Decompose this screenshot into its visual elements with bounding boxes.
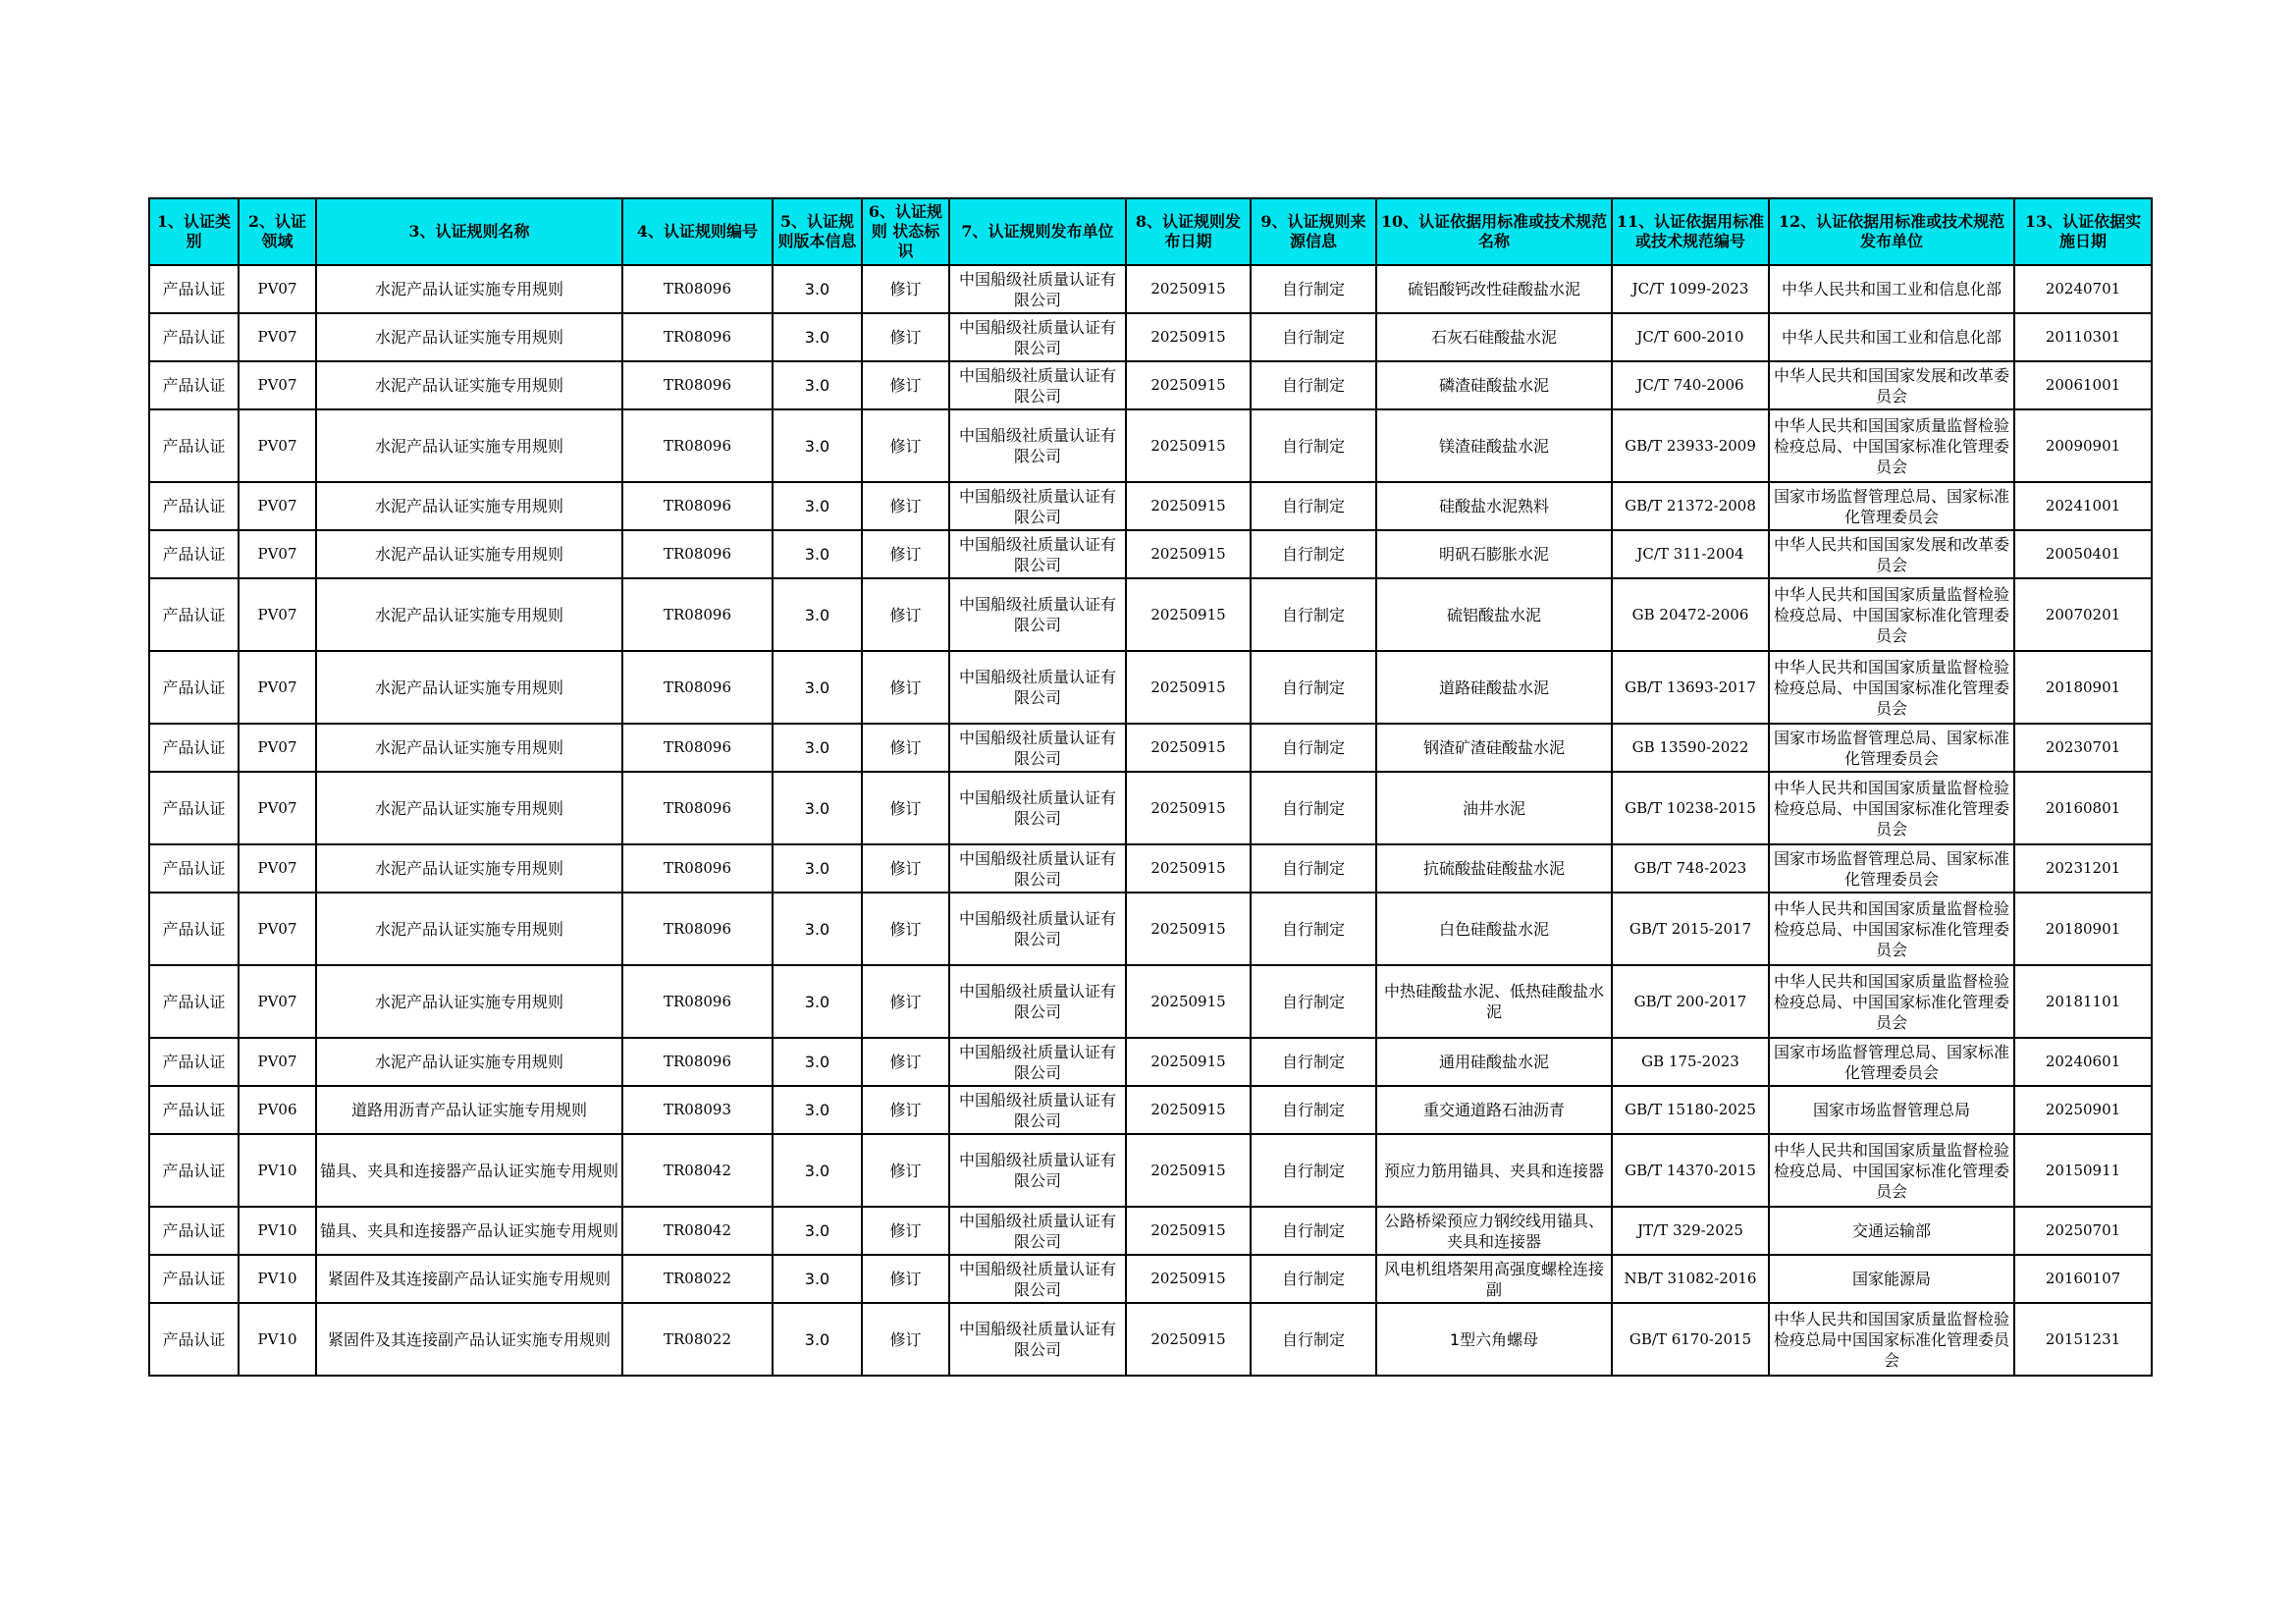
cell-rule-status: 修订	[862, 965, 949, 1038]
cell-standard-name: 硫铝酸盐水泥	[1376, 578, 1612, 651]
cell-effective-date: 20061001	[2014, 361, 2152, 409]
cell-rule-status: 修订	[862, 530, 949, 578]
table-row	[149, 530, 2152, 578]
cell-rule-version: 3.0	[773, 482, 862, 530]
cell-rule-name: 水泥产品认证实施专用规则	[316, 844, 622, 893]
cell-rule-number: TR08096	[622, 893, 773, 965]
cell-rule-number: TR08093	[622, 1086, 773, 1134]
cell-standard-name: 1型六角螺母	[1376, 1303, 1612, 1376]
cell-effective-date: 20181101	[2014, 965, 2152, 1038]
cell-cert-field: PV07	[239, 409, 316, 482]
cell-cert-type: 产品认证	[149, 1038, 239, 1086]
cell-standard-name: 中热硅酸盐水泥、低热硅酸盐水泥	[1376, 965, 1612, 1038]
cell-effective-date: 20160107	[2014, 1255, 2152, 1303]
cell-standard-number: GB/T 21372-2008	[1612, 482, 1769, 530]
cell-cert-field: PV07	[239, 313, 316, 361]
cell-standard-issuer: 中华人民共和国国家发展和改革委员会	[1769, 361, 2014, 409]
cell-rule-name: 水泥产品认证实施专用规则	[316, 409, 622, 482]
cell-cert-field: PV07	[239, 482, 316, 530]
cell-source-info: 自行制定	[1251, 772, 1376, 844]
cell-rule-name: 紧固件及其连接副产品认证实施专用规则	[316, 1303, 622, 1376]
cell-cert-field: PV07	[239, 965, 316, 1038]
cell-rule-name: 水泥产品认证实施专用规则	[316, 313, 622, 361]
cell-rule-version: 3.0	[773, 1303, 862, 1376]
cell-effective-date: 20180901	[2014, 893, 2152, 965]
cell-rule-status: 修订	[862, 1134, 949, 1207]
cell-standard-number: GB/T 10238-2015	[1612, 772, 1769, 844]
cell-effective-date: 20240701	[2014, 265, 2152, 313]
table-row	[149, 1303, 2152, 1376]
header-standard-issuer: 12、认证依据用标准或技术规范发布单位	[1769, 198, 2014, 265]
cell-rule-number: TR08042	[622, 1207, 773, 1255]
cell-issue-date: 20250915	[1126, 482, 1251, 530]
cell-cert-type: 产品认证	[149, 844, 239, 893]
cell-cert-type: 产品认证	[149, 1303, 239, 1376]
cell-issue-date: 20250915	[1126, 1038, 1251, 1086]
table-row	[149, 313, 2152, 361]
header-source-info: 9、认证规则来源信息	[1251, 198, 1376, 265]
cell-effective-date: 20150911	[2014, 1134, 2152, 1207]
cell-rule-status: 修订	[862, 482, 949, 530]
cell-issuer: 中国船级社质量认证有限公司	[949, 724, 1126, 772]
table-row	[149, 1038, 2152, 1086]
table-row	[149, 1207, 2152, 1255]
cell-rule-version: 3.0	[773, 724, 862, 772]
cell-rule-version: 3.0	[773, 265, 862, 313]
cell-rule-status: 修订	[862, 361, 949, 409]
cell-rule-version: 3.0	[773, 1255, 862, 1303]
cell-cert-field: PV10	[239, 1207, 316, 1255]
cell-standard-issuer: 中华人民共和国国家质量监督检验检疫总局、中国国家标准化管理委员会	[1769, 772, 2014, 844]
cell-rule-status: 修订	[862, 1207, 949, 1255]
cell-standard-issuer: 中华人民共和国国家质量监督检验检疫总局、中国国家标准化管理委员会	[1769, 965, 2014, 1038]
cell-rule-status: 修订	[862, 1255, 949, 1303]
cell-rule-number: TR08022	[622, 1255, 773, 1303]
cell-issue-date: 20250915	[1126, 651, 1251, 724]
cell-cert-field: PV10	[239, 1255, 316, 1303]
cell-cert-type: 产品认证	[149, 965, 239, 1038]
cell-cert-type: 产品认证	[149, 265, 239, 313]
cell-standard-number: NB/T 31082-2016	[1612, 1255, 1769, 1303]
cell-standard-name: 硫铝酸钙改性硅酸盐水泥	[1376, 265, 1612, 313]
header-effective-date: 13、认证依据实施日期	[2014, 198, 2152, 265]
cell-effective-date: 20050401	[2014, 530, 2152, 578]
cell-standard-name: 硅酸盐水泥熟料	[1376, 482, 1612, 530]
cell-effective-date: 20090901	[2014, 409, 2152, 482]
cell-issue-date: 20250915	[1126, 1255, 1251, 1303]
cell-rule-name: 紧固件及其连接副产品认证实施专用规则	[316, 1255, 622, 1303]
table-row	[149, 482, 2152, 530]
cell-cert-type: 产品认证	[149, 313, 239, 361]
cell-standard-number: GB/T 200-2017	[1612, 965, 1769, 1038]
cell-rule-name: 水泥产品认证实施专用规则	[316, 724, 622, 772]
cell-standard-issuer: 中华人民共和国国家质量监督检验检疫总局、中国国家标准化管理委员会	[1769, 1134, 2014, 1207]
certification-rules-table	[148, 197, 2153, 1377]
cell-standard-issuer: 中华人民共和国国家质量监督检验检疫总局中国国家标准化管理委员会	[1769, 1303, 2014, 1376]
cell-cert-type: 产品认证	[149, 409, 239, 482]
cell-rule-name: 水泥产品认证实施专用规则	[316, 482, 622, 530]
cell-effective-date: 20230701	[2014, 724, 2152, 772]
cell-rule-status: 修订	[862, 1038, 949, 1086]
table-row	[149, 651, 2152, 724]
cell-cert-field: PV07	[239, 265, 316, 313]
cell-source-info: 自行制定	[1251, 893, 1376, 965]
cell-standard-number: GB 13590-2022	[1612, 724, 1769, 772]
cell-source-info: 自行制定	[1251, 313, 1376, 361]
cell-issuer: 中国船级社质量认证有限公司	[949, 844, 1126, 893]
cell-effective-date: 20070201	[2014, 578, 2152, 651]
cell-rule-version: 3.0	[773, 361, 862, 409]
cell-rule-version: 3.0	[773, 313, 862, 361]
cell-issuer: 中国船级社质量认证有限公司	[949, 1303, 1126, 1376]
cell-cert-field: PV07	[239, 651, 316, 724]
cell-cert-type: 产品认证	[149, 530, 239, 578]
cell-rule-status: 修订	[862, 893, 949, 965]
cell-source-info: 自行制定	[1251, 482, 1376, 530]
cell-cert-field: PV07	[239, 1038, 316, 1086]
cell-source-info: 自行制定	[1251, 409, 1376, 482]
cell-cert-field: PV07	[239, 893, 316, 965]
cell-issuer: 中国船级社质量认证有限公司	[949, 482, 1126, 530]
cell-issuer: 中国船级社质量认证有限公司	[949, 530, 1126, 578]
cell-standard-issuer: 中华人民共和国国家质量监督检验检疫总局、中国国家标准化管理委员会	[1769, 651, 2014, 724]
cell-rule-number: TR08022	[622, 1303, 773, 1376]
cell-cert-field: PV07	[239, 361, 316, 409]
table-row	[149, 409, 2152, 482]
header-cert-field: 2、认证领域	[239, 198, 316, 265]
cell-rule-status: 修订	[862, 844, 949, 893]
cell-rule-version: 3.0	[773, 578, 862, 651]
cell-rule-number: TR08042	[622, 1134, 773, 1207]
cell-standard-name: 道路硅酸盐水泥	[1376, 651, 1612, 724]
cell-standard-number: JC/T 1099-2023	[1612, 265, 1769, 313]
cell-rule-number: TR08096	[622, 578, 773, 651]
cell-issue-date: 20250915	[1126, 1134, 1251, 1207]
cell-rule-version: 3.0	[773, 651, 862, 724]
cell-issue-date: 20250915	[1126, 578, 1251, 651]
cell-source-info: 自行制定	[1251, 724, 1376, 772]
cell-rule-version: 3.0	[773, 1038, 862, 1086]
cell-issue-date: 20250915	[1126, 1207, 1251, 1255]
cell-cert-type: 产品认证	[149, 651, 239, 724]
table-row	[149, 265, 2152, 313]
cell-rule-name: 水泥产品认证实施专用规则	[316, 1038, 622, 1086]
cell-issuer: 中国船级社质量认证有限公司	[949, 1134, 1126, 1207]
header-rule-version: 5、认证规则版本信息	[773, 198, 862, 265]
cell-cert-type: 产品认证	[149, 1207, 239, 1255]
cell-rule-version: 3.0	[773, 772, 862, 844]
cell-rule-number: TR08096	[622, 965, 773, 1038]
cell-rule-status: 修订	[862, 1086, 949, 1134]
cell-standard-number: GB/T 13693-2017	[1612, 651, 1769, 724]
cell-standard-issuer: 国家市场监督管理总局、国家标准化管理委员会	[1769, 1038, 2014, 1086]
cell-effective-date: 20241001	[2014, 482, 2152, 530]
cell-standard-number: GB/T 23933-2009	[1612, 409, 1769, 482]
cell-effective-date: 20151231	[2014, 1303, 2152, 1376]
cell-standard-name: 镁渣硅酸盐水泥	[1376, 409, 1612, 482]
cell-issue-date: 20250915	[1126, 844, 1251, 893]
table-row	[149, 578, 2152, 651]
cell-cert-field: PV10	[239, 1303, 316, 1376]
cell-rule-number: TR08096	[622, 313, 773, 361]
header-rule-status: 6、认证规则 状态标识	[862, 198, 949, 265]
cell-rule-name: 水泥产品认证实施专用规则	[316, 965, 622, 1038]
cell-effective-date: 20240601	[2014, 1038, 2152, 1086]
cell-rule-name: 道路用沥青产品认证实施专用规则	[316, 1086, 622, 1134]
cell-cert-type: 产品认证	[149, 482, 239, 530]
cell-standard-name: 公路桥梁预应力钢绞线用锚具、夹具和连接器	[1376, 1207, 1612, 1255]
cell-rule-version: 3.0	[773, 1134, 862, 1207]
cell-rule-name: 水泥产品认证实施专用规则	[316, 530, 622, 578]
cell-rule-number: TR08096	[622, 361, 773, 409]
cell-issuer: 中国船级社质量认证有限公司	[949, 361, 1126, 409]
cell-issuer: 中国船级社质量认证有限公司	[949, 578, 1126, 651]
cell-standard-issuer: 国家市场监督管理总局、国家标准化管理委员会	[1769, 844, 2014, 893]
cell-standard-name: 钢渣矿渣硅酸盐水泥	[1376, 724, 1612, 772]
cell-issuer: 中国船级社质量认证有限公司	[949, 893, 1126, 965]
cell-effective-date: 20231201	[2014, 844, 2152, 893]
cell-source-info: 自行制定	[1251, 1038, 1376, 1086]
cell-source-info: 自行制定	[1251, 1086, 1376, 1134]
cell-source-info: 自行制定	[1251, 578, 1376, 651]
cell-standard-issuer: 中华人民共和国工业和信息化部	[1769, 265, 2014, 313]
cell-rule-number: TR08096	[622, 482, 773, 530]
cell-standard-number: JC/T 311-2004	[1612, 530, 1769, 578]
cell-standard-number: GB/T 15180-2025	[1612, 1086, 1769, 1134]
cell-issue-date: 20250915	[1126, 265, 1251, 313]
cell-effective-date: 20110301	[2014, 313, 2152, 361]
cell-cert-type: 产品认证	[149, 724, 239, 772]
cell-rule-status: 修订	[862, 724, 949, 772]
header-cert-type: 1、认证类别	[149, 198, 239, 265]
cell-cert-type: 产品认证	[149, 578, 239, 651]
cell-cert-field: PV07	[239, 724, 316, 772]
cell-rule-version: 3.0	[773, 409, 862, 482]
cell-rule-version: 3.0	[773, 965, 862, 1038]
cell-issue-date: 20250915	[1126, 724, 1251, 772]
cell-effective-date: 20250701	[2014, 1207, 2152, 1255]
cell-standard-number: GB 20472-2006	[1612, 578, 1769, 651]
cell-rule-name: 水泥产品认证实施专用规则	[316, 265, 622, 313]
cell-standard-issuer: 交通运输部	[1769, 1207, 2014, 1255]
cell-rule-number: TR08096	[622, 844, 773, 893]
cell-cert-field: PV06	[239, 1086, 316, 1134]
cell-standard-name: 预应力筋用锚具、夹具和连接器	[1376, 1134, 1612, 1207]
cell-rule-number: TR08096	[622, 409, 773, 482]
table-row	[149, 772, 2152, 844]
table-row	[149, 965, 2152, 1038]
cell-issuer: 中国船级社质量认证有限公司	[949, 651, 1126, 724]
cell-rule-name: 水泥产品认证实施专用规则	[316, 772, 622, 844]
cell-issue-date: 20250915	[1126, 965, 1251, 1038]
cell-standard-name: 抗硫酸盐硅酸盐水泥	[1376, 844, 1612, 893]
cell-standard-number: JC/T 740-2006	[1612, 361, 1769, 409]
cell-standard-number: GB/T 6170-2015	[1612, 1303, 1769, 1376]
cell-effective-date: 20250901	[2014, 1086, 2152, 1134]
cell-standard-number: JT/T 329-2025	[1612, 1207, 1769, 1255]
cell-standard-issuer: 中华人民共和国国家发展和改革委员会	[1769, 530, 2014, 578]
cell-rule-number: TR08096	[622, 530, 773, 578]
cell-standard-issuer: 中华人民共和国国家质量监督检验检疫总局、中国国家标准化管理委员会	[1769, 409, 2014, 482]
cell-cert-field: PV07	[239, 772, 316, 844]
cell-issue-date: 20250915	[1126, 409, 1251, 482]
cell-source-info: 自行制定	[1251, 1134, 1376, 1207]
cell-effective-date: 20160801	[2014, 772, 2152, 844]
cell-issue-date: 20250915	[1126, 893, 1251, 965]
cell-rule-version: 3.0	[773, 530, 862, 578]
cell-standard-issuer: 中华人民共和国国家质量监督检验检疫总局、中国国家标准化管理委员会	[1769, 578, 2014, 651]
table-row	[149, 1134, 2152, 1207]
header-standard-name: 10、认证依据用标准或技术规范名称	[1376, 198, 1612, 265]
cell-standard-issuer: 国家市场监督管理总局、国家标准化管理委员会	[1769, 482, 2014, 530]
cell-source-info: 自行制定	[1251, 1255, 1376, 1303]
cell-rule-status: 修订	[862, 409, 949, 482]
cell-standard-name: 重交通道路石油沥青	[1376, 1086, 1612, 1134]
cell-rule-name: 水泥产品认证实施专用规则	[316, 361, 622, 409]
cell-rule-name: 水泥产品认证实施专用规则	[316, 651, 622, 724]
cell-rule-number: TR08096	[622, 651, 773, 724]
cell-issuer: 中国船级社质量认证有限公司	[949, 1207, 1126, 1255]
cell-rule-number: TR08096	[622, 724, 773, 772]
cell-standard-name: 白色硅酸盐水泥	[1376, 893, 1612, 965]
cell-issuer: 中国船级社质量认证有限公司	[949, 1255, 1126, 1303]
header-standard-number: 11、认证依据用标准或技术规范编号	[1612, 198, 1769, 265]
cell-cert-field: PV07	[239, 578, 316, 651]
table-row	[149, 1255, 2152, 1303]
cell-rule-version: 3.0	[773, 1086, 862, 1134]
cell-source-info: 自行制定	[1251, 965, 1376, 1038]
cell-standard-name: 磷渣硅酸盐水泥	[1376, 361, 1612, 409]
cell-standard-issuer: 国家能源局	[1769, 1255, 2014, 1303]
header-issue-date: 8、认证规则发布日期	[1126, 198, 1251, 265]
cell-rule-number: TR08096	[622, 265, 773, 313]
cell-standard-issuer: 中华人民共和国工业和信息化部	[1769, 313, 2014, 361]
cell-standard-issuer: 国家市场监督管理总局	[1769, 1086, 2014, 1134]
cell-standard-issuer: 中华人民共和国国家质量监督检验检疫总局、中国国家标准化管理委员会	[1769, 893, 2014, 965]
cell-rule-number: TR08096	[622, 772, 773, 844]
cell-rule-status: 修订	[862, 772, 949, 844]
cell-rule-name: 水泥产品认证实施专用规则	[316, 578, 622, 651]
table-row	[149, 844, 2152, 893]
cell-issue-date: 20250915	[1126, 772, 1251, 844]
cell-standard-name: 通用硅酸盐水泥	[1376, 1038, 1612, 1086]
cell-issue-date: 20250915	[1126, 1303, 1251, 1376]
cell-standard-number: GB/T 14370-2015	[1612, 1134, 1769, 1207]
cell-source-info: 自行制定	[1251, 1207, 1376, 1255]
header-rule-name: 3、认证规则名称	[316, 198, 622, 265]
cell-rule-name: 锚具、夹具和连接器产品认证实施专用规则	[316, 1207, 622, 1255]
header-row	[149, 198, 2152, 265]
header-issuer: 7、认证规则发布单位	[949, 198, 1126, 265]
cell-source-info: 自行制定	[1251, 530, 1376, 578]
table-row	[149, 1086, 2152, 1134]
cell-rule-name: 锚具、夹具和连接器产品认证实施专用规则	[316, 1134, 622, 1207]
cell-cert-field: PV07	[239, 530, 316, 578]
cell-rule-status: 修订	[862, 578, 949, 651]
cell-standard-number: GB 175-2023	[1612, 1038, 1769, 1086]
cell-rule-name: 水泥产品认证实施专用规则	[316, 893, 622, 965]
cell-rule-status: 修订	[862, 1303, 949, 1376]
cell-cert-type: 产品认证	[149, 1134, 239, 1207]
header-rule-number: 4、认证规则编号	[622, 198, 773, 265]
cell-cert-field: PV10	[239, 1134, 316, 1207]
cell-issuer: 中国船级社质量认证有限公司	[949, 265, 1126, 313]
cell-source-info: 自行制定	[1251, 265, 1376, 313]
cell-issue-date: 20250915	[1126, 361, 1251, 409]
cell-issuer: 中国船级社质量认证有限公司	[949, 1038, 1126, 1086]
cell-issuer: 中国船级社质量认证有限公司	[949, 1086, 1126, 1134]
cell-cert-type: 产品认证	[149, 772, 239, 844]
cell-issue-date: 20250915	[1126, 313, 1251, 361]
cell-standard-number: JC/T 600-2010	[1612, 313, 1769, 361]
cell-standard-name: 明矾石膨胀水泥	[1376, 530, 1612, 578]
cell-source-info: 自行制定	[1251, 1303, 1376, 1376]
table-row	[149, 724, 2152, 772]
cell-issuer: 中国船级社质量认证有限公司	[949, 409, 1126, 482]
cell-issue-date: 20250915	[1126, 530, 1251, 578]
cell-rule-version: 3.0	[773, 1207, 862, 1255]
cell-rule-status: 修订	[862, 651, 949, 724]
cell-cert-type: 产品认证	[149, 1255, 239, 1303]
cell-cert-field: PV07	[239, 844, 316, 893]
cell-rule-status: 修订	[862, 313, 949, 361]
cell-source-info: 自行制定	[1251, 844, 1376, 893]
cell-source-info: 自行制定	[1251, 361, 1376, 409]
cell-rule-version: 3.0	[773, 844, 862, 893]
cell-standard-name: 石灰石硅酸盐水泥	[1376, 313, 1612, 361]
cell-issuer: 中国船级社质量认证有限公司	[949, 965, 1126, 1038]
cell-cert-type: 产品认证	[149, 1086, 239, 1134]
cell-rule-status: 修订	[862, 265, 949, 313]
table-row	[149, 361, 2152, 409]
cell-rule-version: 3.0	[773, 893, 862, 965]
cell-issue-date: 20250915	[1126, 1086, 1251, 1134]
cell-rule-number: TR08096	[622, 1038, 773, 1086]
cell-effective-date: 20180901	[2014, 651, 2152, 724]
cell-standard-name: 油井水泥	[1376, 772, 1612, 844]
cell-cert-type: 产品认证	[149, 361, 239, 409]
cell-standard-number: GB/T 2015-2017	[1612, 893, 1769, 965]
cell-issuer: 中国船级社质量认证有限公司	[949, 772, 1126, 844]
cell-standard-number: GB/T 748-2023	[1612, 844, 1769, 893]
table-row	[149, 893, 2152, 965]
cell-standard-name: 风电机组塔架用高强度螺栓连接副	[1376, 1255, 1612, 1303]
cell-issuer: 中国船级社质量认证有限公司	[949, 313, 1126, 361]
cell-standard-issuer: 国家市场监督管理总局、国家标准化管理委员会	[1769, 724, 2014, 772]
cell-cert-type: 产品认证	[149, 893, 239, 965]
cell-source-info: 自行制定	[1251, 651, 1376, 724]
